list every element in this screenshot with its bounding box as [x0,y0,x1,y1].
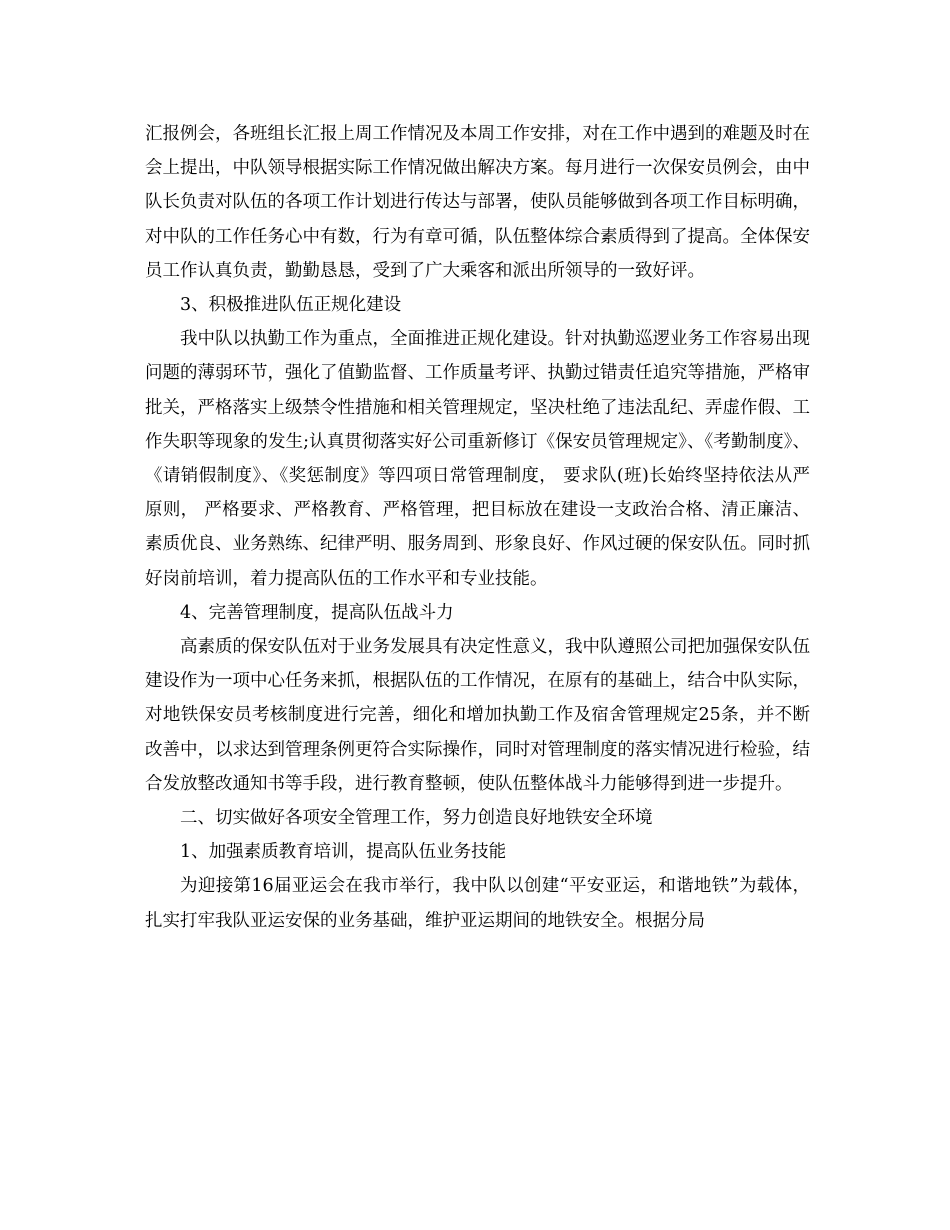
paragraph-standardization: 我中队以执勤工作为重点，全面推进正规化建设。针对执勤巡逻业务工作容易出现问题的薄弱环节，强化了值勤监督、工作质量考评、执勤过错责任追究等措施，严格审批关，严格落实上级禁令性措施和相关管理规定，坚决杜绝了违法乱纪、弄虚作假、工作失职等现象的发生;认真贯彻落实好公司重新修订《保安员管理规定》、《考勤制度》、《请销假制度》、《奖惩制度》等四项日常管理制度， 要求队(班)长始终坚持依法从严原则， 严格要求、严格教育、严格管理，把目标放在建设一支政治合格、清正廉洁、素质优良、业务熟练、纪律严明、服务周到、形象良好、作风过硬的保安队伍。同时抓好岗前培训，着力提高队伍的工作水平和专业技能。 [145,329,810,589]
subsection-heading-1: 1、加强素质教育培训，提高队伍业务技能 [180,842,507,863]
paragraph-continuation: 汇报例会，各班组长汇报上周工作情况及本周工作安排，对在工作中遇到的难题及时在会上提出，中队领导根据实际工作情况做出解决方案。每月进行一次保安员例会，由中队长负责对队伍的各项工作计划进行传达与部署，使队员能够做到各项工作目标明确，对中队的工作任务心中有数，行为有章可循，队伍整体综合素质得到了提高。全体保安员工作认真负责，勤勤恳恳，受到了广大乘客和派出所领导的一致好评。 [145,124,810,281]
section-heading-4: 4、完善管理制度，提高队伍战斗力 [180,602,454,623]
paragraph-management-system: 高素质的保安队伍对于业务发展具有决定性意义，我中队遵照公司把加强保安队伍建设作为一项中心任务来抓，根据队伍的工作情况，在原有的基础上，结合中队实际，对地铁保安员考核制度进行完善，细化和增加执勤工作及宿舍管理规定25条，并不断改善中，以求达到管理条例更符合实际操作，同时对管理制度的落实情况进行检验，结合发放整改通知书等手段，进行教育整顿，使队伍整体战斗力能够得到进一步提升。 [145,637,810,794]
paragraph-asian-games: 为迎接第16届亚运会在我市举行，我中队以创建“平安亚运，和谐地铁”为载体，扎实打牢我队亚运安保的业务基础，维护亚运期间的地铁安全。根据分局 [145,876,810,931]
section-heading-2: 二、切实做好各项安全管理工作，努力创造良好地铁安全环境 [180,808,653,829]
document-page [145,117,810,938]
section-heading-3: 3、积极推进队伍正规化建设 [180,295,402,316]
